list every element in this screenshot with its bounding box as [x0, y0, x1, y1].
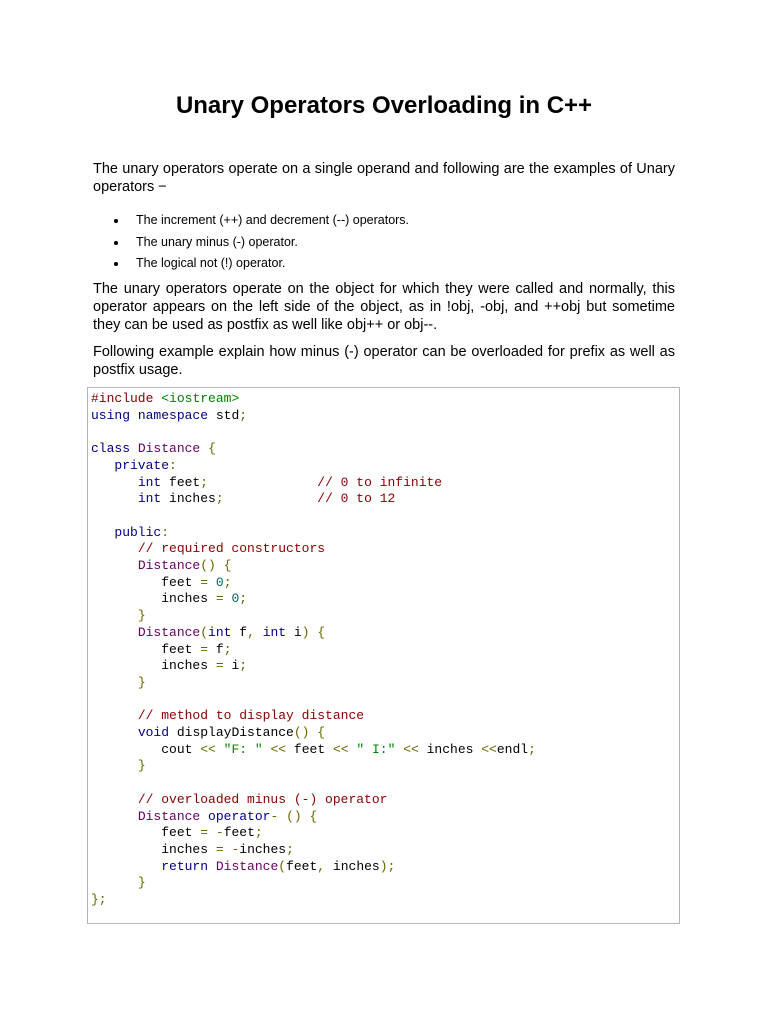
code-token: f — [239, 624, 248, 640]
code-comment: // overloaded minus (-) operator — [137, 791, 388, 807]
operator-examples-list — [93, 210, 673, 275]
code-listing: #include <iostream> using namespace std; class Distance { private: int feet; // 0 to infinite int inches; // 0 to 12 public: // required constructors Distance() { feet = 0; inches = 0; } Distance(int f, int i) { feet = f; inches = i; } // method to display distance void displayDistance() { cout << "F: " << feet << " I:" << inches <<endl; } // overloaded minus (-) operator Distance operator- () { feet = -feet; inches = -inches; return Distance(feet, inches); } }; — [91, 391, 536, 908]
code-token: private — [114, 457, 170, 473]
code-token: inches — [426, 741, 474, 757]
list-item: The unary minus (-) operator. — [93, 232, 673, 254]
code-token: " I:" — [356, 741, 396, 757]
code-token: inches — [332, 858, 380, 874]
code-token: inches — [161, 658, 209, 674]
code-token: "F: " — [223, 741, 263, 757]
code-block — [87, 387, 680, 924]
code-token: using — [91, 407, 131, 423]
code-token: void — [137, 725, 170, 741]
code-token: int — [137, 474, 162, 490]
code-comment: // required constructors — [137, 541, 326, 557]
code-token: displayDistance — [176, 725, 294, 741]
code-token: feet — [161, 825, 193, 841]
code-token: Distance — [215, 858, 279, 874]
code-token: Distance — [137, 441, 201, 457]
example-intro-paragraph: Following example explain how minus (-) operator can be overloaded for prefix as well as postfix usage. — [93, 344, 675, 378]
code-token: inches — [239, 841, 287, 857]
code-token: feet — [169, 474, 201, 490]
code-token: feet — [161, 641, 193, 657]
description-paragraph: The unary operators operate on the object for which they were called and normally, this operator appears on the left side of the object, as in !obj, -obj, and ++obj but sometime they can be used as postfix as well like obj++ or obj--. — [93, 281, 675, 333]
code-token: feet — [286, 858, 318, 874]
intro-paragraph: The unary operators operate on a single operand and following are the examples of Unary operators − — [93, 161, 675, 195]
code-token: 0 — [215, 574, 224, 590]
code-token: i — [231, 658, 240, 674]
code-token: Distance — [137, 558, 201, 574]
code-token: Distance — [137, 808, 201, 824]
code-token: cout — [161, 741, 193, 757]
code-comment: // 0 to infinite — [317, 474, 443, 490]
code-token: return — [161, 858, 209, 874]
code-token: inches — [169, 491, 216, 507]
code-token: endl — [496, 741, 529, 757]
code-token: #include — [91, 391, 154, 406]
code-token: inches — [161, 591, 209, 607]
code-token: namespace — [137, 407, 209, 423]
code-token: feet — [293, 741, 326, 757]
code-comment: // 0 to 12 — [317, 491, 396, 507]
code-comment: // method to display distance — [137, 708, 365, 724]
code-token: f — [215, 641, 224, 657]
code-token: operator — [208, 808, 271, 824]
list-item: The logical not (!) operator. — [93, 253, 673, 275]
page-title: Unary Operators Overloading in C++ — [175, 92, 593, 119]
code-token: inches — [161, 841, 209, 857]
code-token: 0 — [231, 591, 240, 607]
code-token: std — [215, 407, 240, 423]
code-token: public — [114, 524, 162, 540]
code-token: i — [293, 624, 302, 640]
code-token: int — [208, 624, 232, 640]
code-token: Distance — [137, 624, 201, 640]
code-token: class — [91, 441, 131, 457]
code-token: int — [262, 624, 287, 640]
code-token: feet — [223, 825, 255, 841]
list-item: The increment (++) and decrement (--) operators. — [93, 210, 673, 232]
code-token: feet — [161, 574, 193, 590]
code-token: <iostream> — [161, 391, 240, 406]
code-token: int — [137, 491, 162, 507]
